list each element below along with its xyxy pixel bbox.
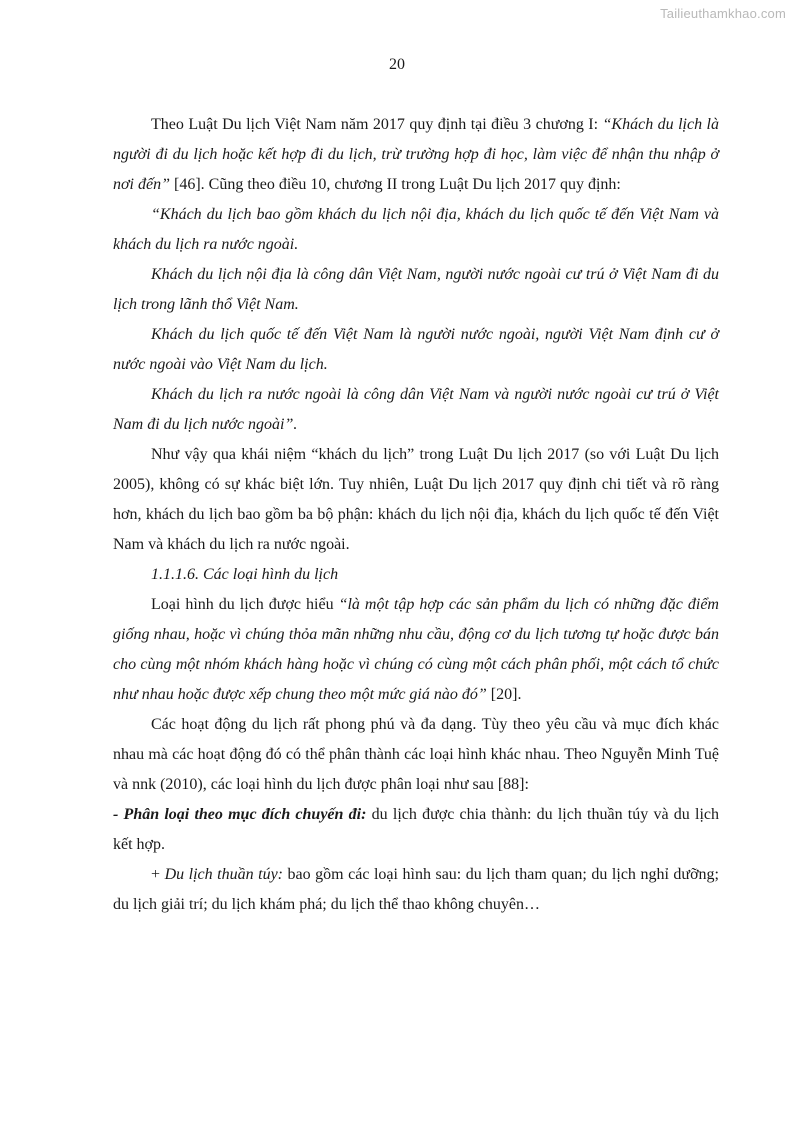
- paragraph-pure-tourism: [113, 860, 719, 920]
- paragraph-activities: Các hoạt động du lịch rất phong phú và đa dạng. Tùy theo yêu cầu và mục đích khác nhau mà các hoạt động đó có thể phân thành các loại hình khác nhau. Theo Nguyễn Minh Tuệ và nnk (2010), các loại hình du lịch được phân loại như sau [88]:: [113, 716, 719, 793]
- classification-label: - Phân loại theo mục đích chuyến đi:: [113, 806, 367, 823]
- quote-line-3: Khách du lịch quốc tế đến Việt Nam là người nước ngoài, người Việt Nam định cư ở nước ngoài vào Việt Nam du lịch.: [113, 326, 719, 373]
- pure-tourism-text: bao gồm các loại hình sau: du lịch tham quan; du lịch nghỉ dưỡng; du lịch giải trí; du lịch khám phá; du lịch thể thao không chuyên…: [113, 866, 720, 913]
- watermark: Tailieuthamkhao.com: [660, 6, 786, 21]
- paragraph-lead: Theo Luật Du lịch Việt Nam năm 2017 quy định tại điều 3 chương I:: [151, 116, 603, 133]
- quote-line-1: “Khách du lịch bao gồm khách du lịch nội địa, khách du lịch quốc tế đến Việt Nam và khách du lịch ra nước ngoài.: [113, 206, 719, 253]
- quote-line-2: Khách du lịch nội địa là công dân Việt Nam, người nước ngoài cư trú ở Việt Nam đi du lịch trong lãnh thổ Việt Nam.: [113, 266, 719, 313]
- quote-line-4: Khách du lịch ra nước ngoài là công dân Việt Nam và người nước ngoài cư trú ở Việt Nam đi du lịch nước ngoài”.: [113, 386, 719, 433]
- paragraph-classification: [113, 800, 719, 860]
- bullet-prefix: +: [151, 866, 165, 883]
- paragraph-comparison: Như vậy qua khái niệm “khách du lịch” trong Luật Du lịch 2017 (so với Luật Du lịch 2005), không có sự khác biệt lớn. Tuy nhiên, Luật Du lịch 2017 quy định chi tiết và rõ ràng hơn, khách du lịch bao gồm ba bộ phận: khách du lịch nội địa, khách du lịch quốc tế đến Việt Nam và khách du lịch ra nước ngoài.: [113, 446, 719, 553]
- paragraph-tail: [20].: [486, 686, 522, 703]
- section-heading: 1.1.1.6. Các loại hình du lịch: [151, 566, 339, 583]
- classification-text: du lịch được chia thành: du lịch thuần túy và du lịch kết hợp.: [113, 806, 719, 853]
- paragraph-definition: [113, 110, 719, 200]
- definition-quote: “là một tập hợp các sản phẩm du lịch có những đặc điểm giống nhau, hoặc vì chúng thỏa mãn những nhu cầu, động cơ du lịch tương tự hoặc được bán cho cùng một nhóm khách hàng hoặc vì chúng có cùng một cách phân phối, một cách tổ chức như nhau hoặc được xếp chung theo một mức giá nào đó”: [113, 596, 719, 703]
- paragraph-lead: Loại hình du lịch được hiểu: [151, 596, 339, 613]
- law-quote: “Khách du lịch là người đi du lịch hoặc kết hợp đi du lịch, trừ trường hợp đi học, làm việc để nhận thu nhập ở nơi đến”: [113, 116, 719, 193]
- page-number: 20: [389, 56, 405, 73]
- pure-tourism-label: Du lịch thuần túy:: [164, 866, 284, 883]
- paragraph-tourism-types: [113, 590, 719, 710]
- document-body: [113, 110, 719, 920]
- paragraph-tail: [46]. Cũng theo điều 10, chương II trong Luật Du lịch 2017 quy định:: [169, 176, 621, 193]
